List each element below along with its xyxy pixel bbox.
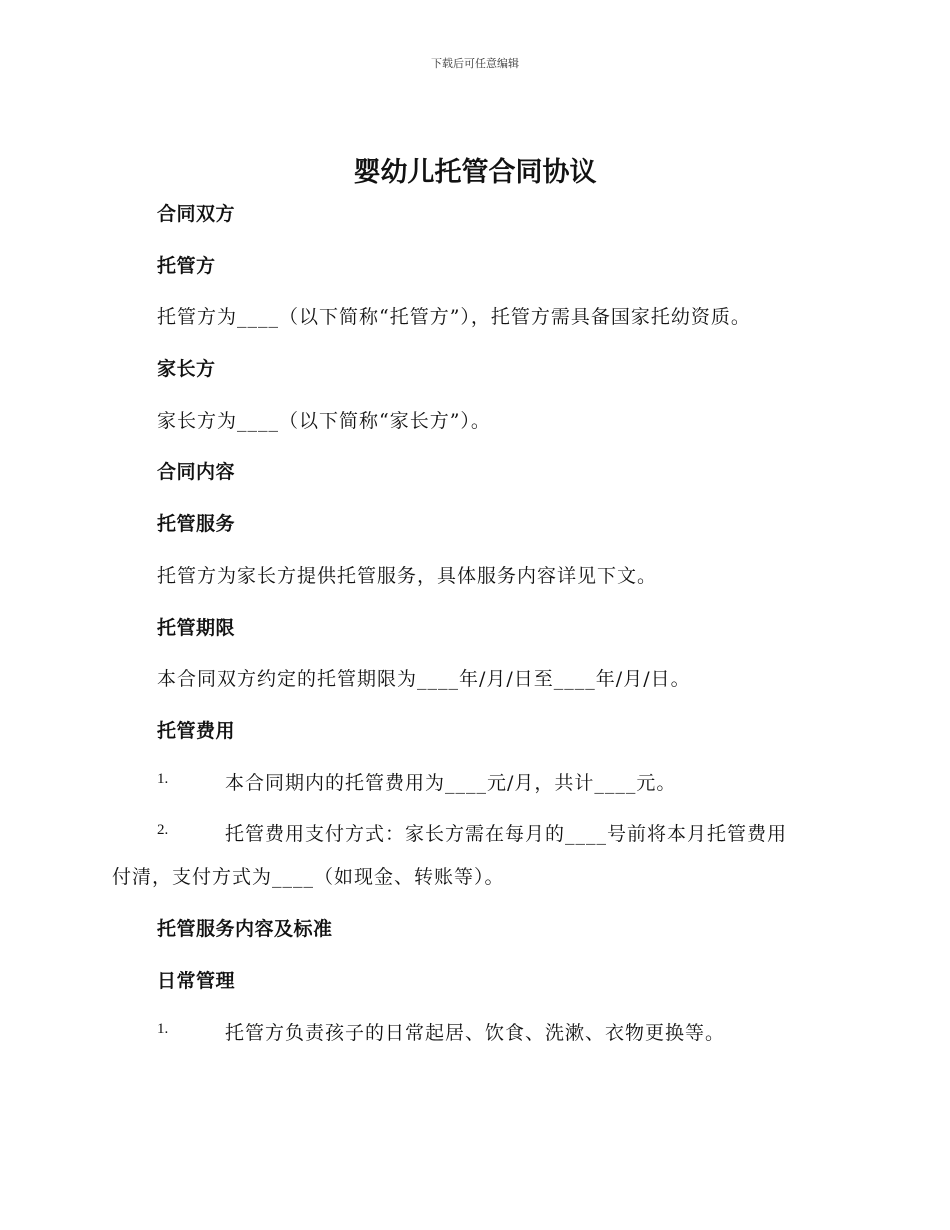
- list-item-text: 本合同期内的托管费用为____元/月，共计____元。: [225, 772, 677, 794]
- section-heading-parties: 合同双方: [157, 203, 236, 225]
- section-heading-daily: 日常管理: [157, 970, 236, 992]
- term-paragraph: 本合同双方约定的托管期限为____年/月/日至____年/月/日。: [157, 668, 691, 690]
- section-heading-service: 托管服务: [157, 513, 236, 535]
- list-item-text: 托管方负责孩子的日常起居、饮食、洗漱、衣物更换等。: [225, 1022, 726, 1044]
- list-item-text-continued: 付清，支付方式为____（如现金、转账等）。: [112, 866, 505, 888]
- section-heading-custodian: 托管方: [157, 255, 216, 277]
- header-note: 下载后可任意编辑: [431, 57, 519, 70]
- service-paragraph: 托管方为家长方提供托管服务，具体服务内容详见下文。: [157, 565, 658, 587]
- document-title: 婴幼儿托管合同协议: [353, 157, 597, 188]
- custodian-paragraph: 托管方为____（以下简称“托管方”），托管方需具备国家托幼资质。: [157, 306, 751, 328]
- section-heading-standard: 托管服务内容及标准: [157, 918, 333, 940]
- parent-paragraph: 家长方为____（以下简称“家长方”）。: [157, 410, 491, 432]
- list-item-number: 1.: [157, 1021, 169, 1037]
- section-heading-content: 合同内容: [157, 461, 236, 483]
- section-heading-parent: 家长方: [157, 358, 216, 380]
- section-heading-fee: 托管费用: [157, 720, 236, 742]
- list-item-text: 托管费用支付方式：家长方需在每月的____号前将本月托管费用: [225, 823, 788, 845]
- list-item-number: 1.: [157, 771, 169, 787]
- section-heading-term: 托管期限: [157, 617, 236, 639]
- list-item-number: 2.: [157, 822, 169, 838]
